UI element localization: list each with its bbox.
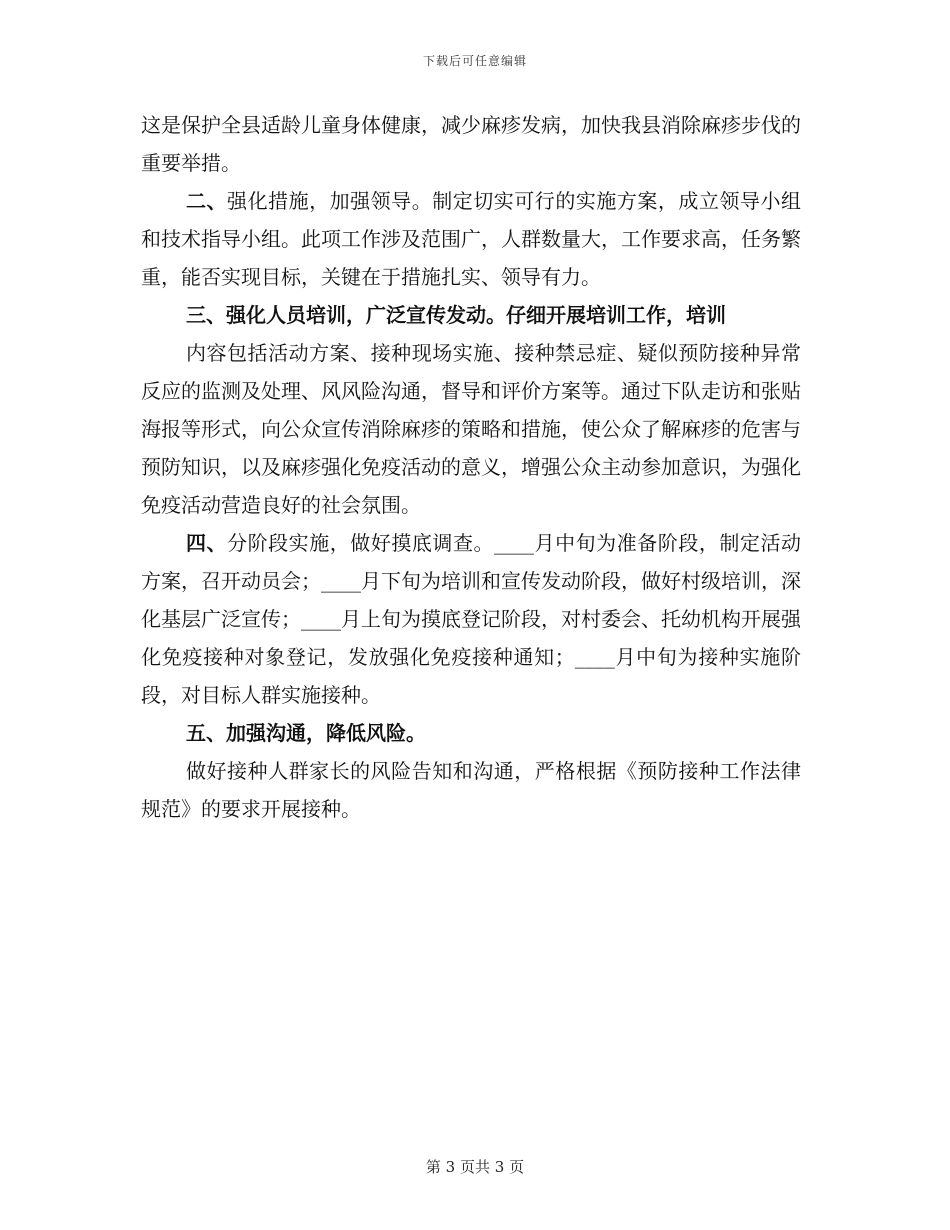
paragraph-1: 这是保护全县适龄儿童身体健康，减少麻疹发病，加快我县消除麻疹步伐的重要举措。 xyxy=(141,113,801,175)
page-header: 下载后可任意编辑 xyxy=(422,54,527,68)
section-4-text: 分阶段实施，做好摸底调查。____月中旬为准备阶段，制定活动方案，召开动员会；____月下旬为培训和宣传发动阶段，做好村级培训，深化基层广泛宣传；____月上旬为摸底登记阶段，对村委会、托幼机构开展强化免疫接种对象登记，发放强化免疫接种通知；____月中旬为接种实施阶段，对目标人群实施接种。 xyxy=(141,531,802,707)
section-4-number: 四、 xyxy=(186,531,228,555)
section-2-text: 强化措施，加强领导。制定切实可行的实施方案，成立领导小组和技术指导小组。此项工作涉及范围广，人群数量大，工作要求高，任务繁重，能否实现目标，关键在于措施扎实、领导有力。 xyxy=(141,189,802,289)
document-body xyxy=(141,106,801,828)
paragraph-2 xyxy=(141,182,801,296)
paragraph-4 xyxy=(141,524,801,714)
page-footer: 第 3 页共 3 页 xyxy=(425,1158,525,1176)
section-2-number: 二、 xyxy=(186,189,228,213)
paragraph-3-body: 内容包括活动方案、接种现场实施、接种禁忌症、疑似预防接种异常反应的监测及处理、风风险沟通，督导和评价方案等。通过下队走访和张贴海报等形式，向公众宣传消除麻疹的策略和措施，使公众了解麻疹的危害与预防知识，以及麻疹强化免疫活动的意义，增强公众主动参加意识，为强化免疫活动营造良好的社会氛围。 xyxy=(141,341,801,517)
section-3-heading: 三、强化人员培训，广泛宣传发动。仔细开展培训工作，培训 xyxy=(186,303,726,327)
paragraph-5-body: 做好接种人群家长的风险告知和沟通，严格根据《预防接种工作法律规范》的要求开展接种。 xyxy=(141,759,801,821)
section-5-heading: 五、加强沟通，降低风险。 xyxy=(186,721,426,745)
